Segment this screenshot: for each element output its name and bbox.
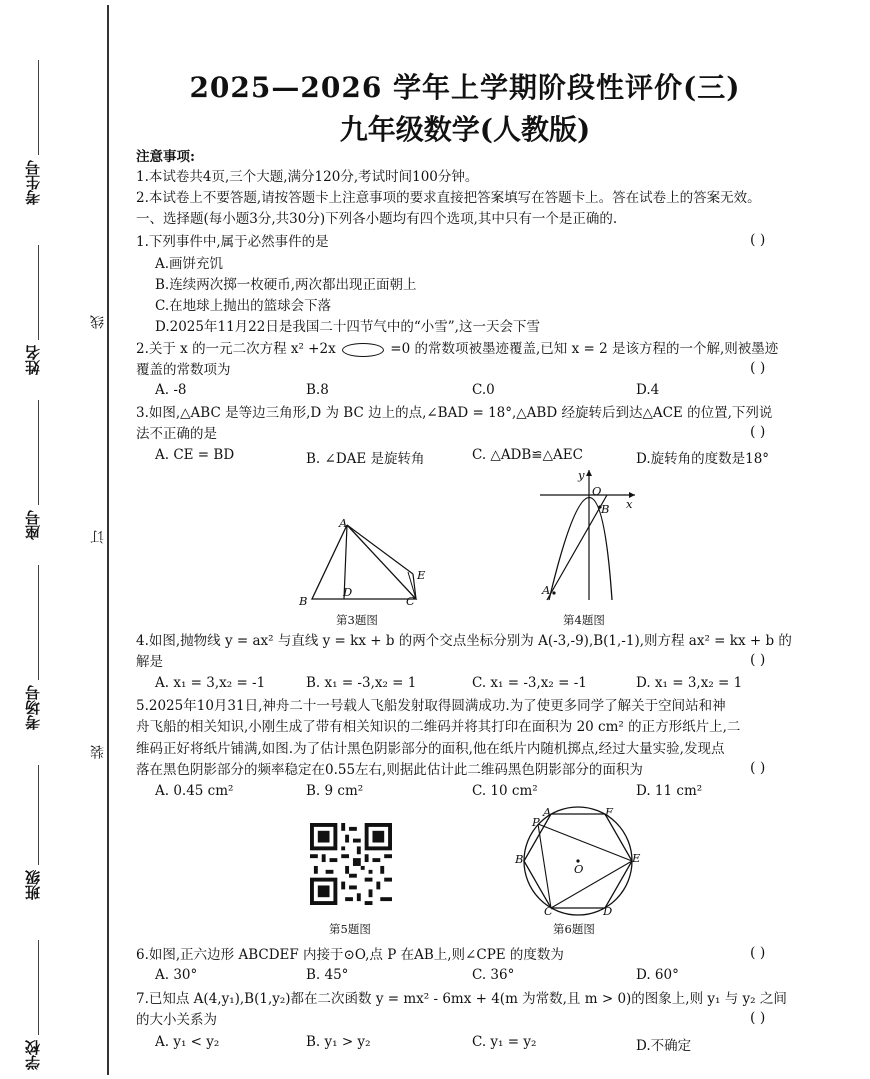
q1-option-b: B.连续两次掷一枚硬币,两次都出现正面朝上 xyxy=(155,277,417,293)
q3-stem-2: 法不正确的是 xyxy=(136,426,217,442)
fig3-label-e: E xyxy=(417,568,426,582)
q7-option-a: A. y₁ < y₂ xyxy=(155,1034,220,1050)
q2-stem xyxy=(136,340,778,358)
figure-3-triangle xyxy=(290,510,440,610)
fig3-label-d: D xyxy=(343,585,353,599)
q2-answer-paren: ( ) xyxy=(750,360,766,376)
fig6-label-c: C xyxy=(544,904,553,918)
q6-option-a: A. 30° xyxy=(155,967,198,983)
q1-answer-paren: ( ) xyxy=(750,232,766,248)
fig3-label-b: B xyxy=(299,594,308,608)
q7-option-d: D.不确定 xyxy=(636,1038,692,1054)
q7-stem: 7.已知点 A(4,y₁),B(1,y₂)都在二次函数 y = mx² - 6mx + 4(m 为常数,且 m > 0)的图象上,则 y₁ 与 y₂ 之间 xyxy=(136,991,787,1007)
fig6-caption: 第6题图 xyxy=(553,922,595,936)
q3-stem: 3.如图,△ABC 是等边三角形,D 为 BC 边上的点,∠BAD = 18°,△ABD 经旋转后到达△ACE 的位置,下列说 xyxy=(136,405,773,421)
q2-option-a: A. -8 xyxy=(155,382,187,398)
fig4-label-x: x xyxy=(626,497,633,511)
q2-stem-part-a: 2.关于 x 的一元二次方程 x² +2x xyxy=(136,341,336,357)
q7-option-b: B. y₁ > y₂ xyxy=(306,1034,371,1050)
q6-option-b: B. 45° xyxy=(306,967,349,983)
figure-4-parabola xyxy=(535,465,645,605)
fig6-label-d: D xyxy=(603,904,613,918)
q3-option-d: D.旋转角的度数是18° xyxy=(636,451,770,467)
side-label-exam-number: 考生号 xyxy=(24,160,42,205)
page-title: 2025—2026 学年上学期阶段性评价(三) xyxy=(189,71,741,104)
q5-option-a: A. 0.45 cm² xyxy=(155,783,234,799)
q2-stem-2: 覆盖的常数项为 xyxy=(136,362,231,378)
q4-option-c: C. x₁ = -3,x₂ = -1 xyxy=(472,675,587,691)
side-label-name: 姓名 xyxy=(24,345,42,375)
side-rule xyxy=(38,565,39,680)
fig6-label-o: O xyxy=(574,862,584,876)
side-rule xyxy=(38,765,39,865)
side-label-school: 学校 xyxy=(24,1040,42,1070)
q1-stem: 1.下列事件中,属于必然事件的是 xyxy=(136,234,329,250)
q4-stem: 4.如图,抛物线 y = ax² 与直线 y = kx + b 的两个交点坐标分别为 A(-3,-9),B(1,-1),则方程 ax² = kx + b 的 xyxy=(136,633,792,649)
notes-heading: 注意事项: xyxy=(136,149,195,165)
fig4-label-y: y xyxy=(578,468,585,482)
side-mark-bind: 订 xyxy=(90,530,106,544)
q4-stem-2: 解是 xyxy=(136,654,163,670)
side-label-seat: 座号 xyxy=(24,510,42,540)
q3-option-b: B. ∠DAE 是旋转角 xyxy=(306,451,425,467)
fig4-caption: 第4题图 xyxy=(563,613,605,627)
q3-answer-paren: ( ) xyxy=(750,424,766,440)
q5-line-3: 维码正好将纸片铺满,如图.为了估计黑色阴影部分的面积,他在纸片内随机掷点,经过大量实验,发现点 xyxy=(136,741,725,757)
q1-option-c: C.在地球上抛出的篮球会下落 xyxy=(155,298,332,314)
q1-option-a: A.画饼充饥 xyxy=(155,256,224,272)
fig4-label-o: O xyxy=(592,484,602,498)
q6-option-c: C. 36° xyxy=(472,967,515,983)
q6-stem: 6.如图,正六边形 ABCDEF 内接于⊙O,点 P 在AB上,则∠CPE 的度数为 xyxy=(136,947,564,963)
figure-5-qr-code xyxy=(310,823,392,905)
fig6-label-f: F xyxy=(605,805,613,819)
q5-option-c: C. 10 cm² xyxy=(472,783,538,799)
q4-option-a: A. x₁ = 3,x₂ = -1 xyxy=(155,675,266,691)
fig4-label-a: A xyxy=(542,583,551,597)
q7-stem-2: 的大小关系为 xyxy=(136,1012,217,1028)
fig3-label-a: A xyxy=(339,516,348,530)
side-rule xyxy=(38,940,39,1035)
q2-option-c: C.0 xyxy=(472,382,495,398)
note-2: 2.本试卷上不要答题,请按答题卡上注意事项的要求直接把答案填写在答题卡上。答在试卷上的答案无效。 xyxy=(136,190,761,206)
q3-option-a: A. CE = BD xyxy=(155,447,235,463)
fig4-label-b: B xyxy=(601,502,610,516)
fig6-label-e: E xyxy=(632,851,641,865)
q5-answer-paren: ( ) xyxy=(750,760,766,776)
fig3-caption: 第3题图 xyxy=(336,613,378,627)
side-mark-line: 线 xyxy=(90,315,106,329)
q2-option-b: B.8 xyxy=(306,382,329,398)
side-label-class: 班级 xyxy=(24,870,42,900)
fig6-label-p: P xyxy=(532,815,540,829)
q1-option-d: D.2025年11月22日是我国二十四节气中的“小雪”,这一天会下雪 xyxy=(155,319,540,335)
q6-answer-paren: ( ) xyxy=(750,945,766,961)
ink-blot-ellipse xyxy=(342,343,384,357)
q4-option-d: D. x₁ = 3,x₂ = 1 xyxy=(636,675,743,691)
q2-option-d: D.4 xyxy=(636,382,660,398)
q5-option-b: B. 9 cm² xyxy=(306,783,364,799)
fig3-label-c: C xyxy=(406,594,415,608)
q5-line-4: 落在黑色阴影部分的频率稳定在0.55左右,则据此估计此二维码黑色阴影部分的面积为 xyxy=(136,762,643,778)
side-label-room: 考场号 xyxy=(24,685,42,730)
q4-answer-paren: ( ) xyxy=(750,652,766,668)
q4-option-b: B. x₁ = -3,x₂ = 1 xyxy=(306,675,417,691)
q2-stem-part-b: =0 的常数项被墨迹覆盖,已知 x = 2 是该方程的一个解,则被墨迹 xyxy=(390,341,779,357)
fig6-label-b: B xyxy=(515,852,524,866)
fig5-caption: 第5题图 xyxy=(329,922,371,936)
side-rule xyxy=(38,400,39,505)
page-subtitle: 九年级数学(人教版) xyxy=(339,113,591,146)
note-1: 1.本试卷共4页,三个大题,满分120分,考试时间100分钟。 xyxy=(136,169,479,185)
q5-line-2: 舟飞船的相关知识,小刚生成了带有相关知识的二维码并将其打印在面积为 20 cm² 的正方形纸片上,二 xyxy=(136,719,741,735)
fig6-label-a: A xyxy=(543,805,552,819)
side-rule xyxy=(38,245,39,340)
q3-option-c: C. △ADB≌△AEC xyxy=(472,447,583,463)
q5-option-d: D. 11 cm² xyxy=(636,783,703,799)
side-mark-pack: 装 xyxy=(90,745,106,759)
q7-option-c: C. y₁ = y₂ xyxy=(472,1034,537,1050)
q6-option-d: D. 60° xyxy=(636,967,679,983)
section-1-heading: 一、选择题(每小题3分,共30分)下列各小题均有四个选项,其中只有一个是正确的. xyxy=(136,211,618,227)
figure-6-inscribed-hexagon xyxy=(510,802,646,920)
q7-answer-paren: ( ) xyxy=(750,1010,766,1026)
q5-line-1: 5.2025年10月31日,神舟二十一号载人飞船发射取得圆满成功.为了使更多同学了解关于空间站和神 xyxy=(136,698,726,714)
